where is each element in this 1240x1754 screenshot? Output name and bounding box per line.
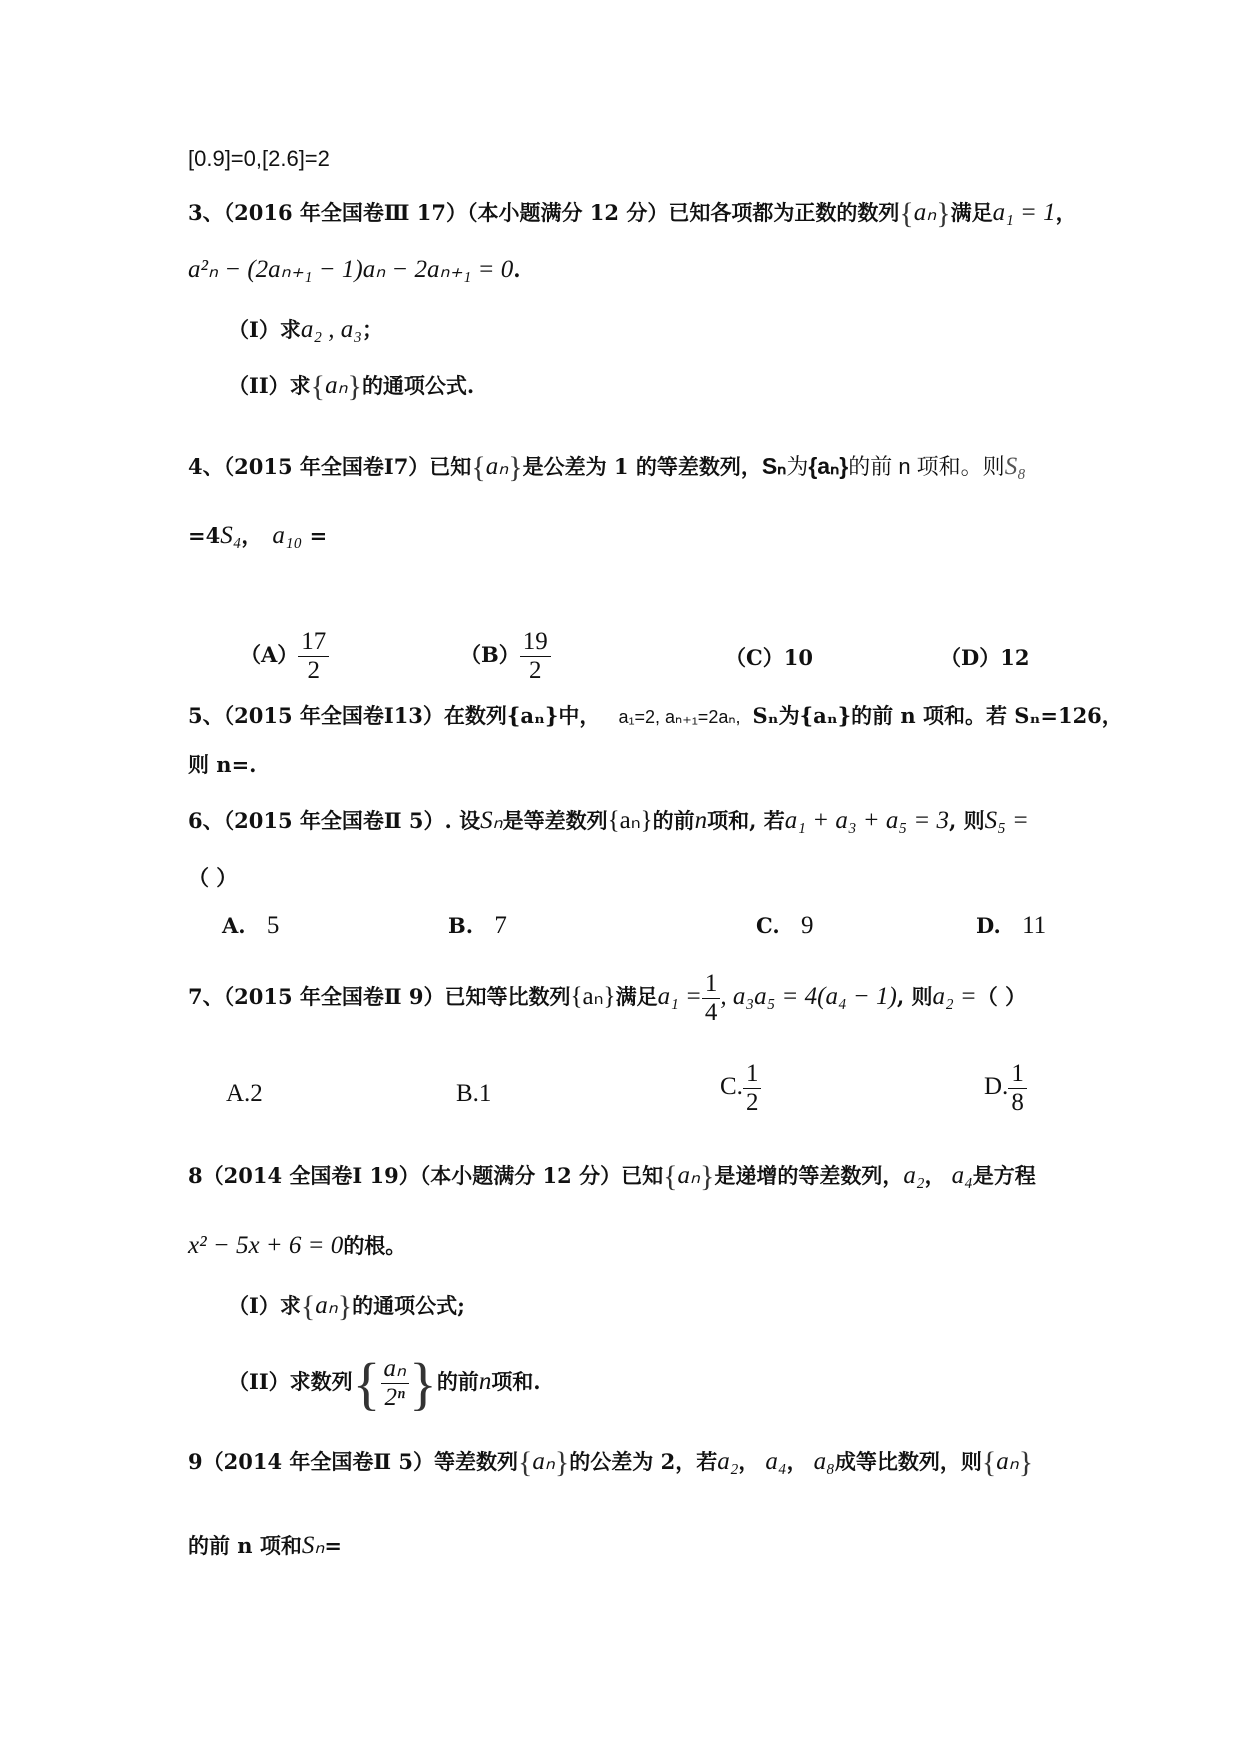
question-7: 7、（2015 年全国卷Ⅱ 9）已知等比数列{aₙ}满足a₁ = $\frac{1}{4}$ , a₃a₅ = 4(a₄ − 1), 则a₂ =（ ） (188, 970, 1027, 1026)
q4-option-c[interactable]: （C）10 (725, 645, 813, 670)
question-4: 4、（2015 年全国卷Ⅰ7）已知{aₙ}是公差为 1 的等差数列，Sₙ为{aₙ}的前 n 项和。则S₈ (188, 451, 1026, 484)
q4-option-d[interactable]: （D）12 (940, 645, 1030, 670)
question-8-part-2: （II）求数列{ $\frac{\text{aₙ}}{\text{2ⁿ}}$ }的前n项和. (228, 1351, 541, 1416)
question-9-line-2: 的前 n 项和Sₙ= (188, 1532, 342, 1559)
q7-option-b[interactable]: B.1 (456, 1080, 492, 1107)
q6-option-d[interactable]: D. 11 (976, 912, 1047, 939)
question-5-line-2: 则 n=. (188, 752, 257, 777)
q6-option-a[interactable]: A. 5 (222, 912, 280, 939)
q7-option-d[interactable]: D. $\frac{1}{8}$ (984, 1060, 1027, 1117)
question-9: 9（2014 年全国卷Ⅱ 5）等差数列{aₙ}的公差为 2，若a₂， a₄， a₈成等比数列，则{aₙ} (188, 1446, 1034, 1479)
question-3-part-1: （I）求a₂ , a₃； (228, 316, 383, 343)
q7-option-a[interactable]: A.2 (226, 1080, 263, 1107)
question-4-line-2: =4S₄， a₁₀ = (188, 522, 328, 549)
q6-option-c[interactable]: C. 9 (756, 912, 814, 939)
question-8: 8（2014 全国卷Ⅰ 19）（本小题满分 12 分）已知{aₙ}是递增的等差数列，a₂， a₄是方程 (188, 1160, 1036, 1193)
q4-option-a[interactable]: （A） $\frac{17}{2}$ (240, 628, 329, 685)
q6-option-b[interactable]: B. 7 (448, 912, 507, 939)
q7-option-c[interactable]: C. $\frac{1}{2}$ (720, 1060, 761, 1117)
floor-examples: [0.9]=0,[2.6]=2 (188, 146, 330, 171)
question-3-equation: a²ₙ − (2aₙ₊₁ − 1)aₙ − 2aₙ₊₁ = 0. (188, 256, 521, 283)
question-8-equation: x² − 5x + 6 = 0的根。 (188, 1232, 407, 1259)
question-3-part-2: （II）求{aₙ}的通项公式. (228, 370, 475, 403)
question-3: 3、（2016 年全国卷Ⅲ 17）（本小题满分 12 分）已知各项都为正数的数列{aₙ}满足a₁ = 1， (188, 197, 1077, 230)
q4-option-b[interactable]: （B） $\frac{19}{2}$ (460, 628, 551, 685)
question-5: 5、（2015 年全国卷Ⅰ13）在数列{aₙ}中， a₁=2, aₙ₊₁=2aₙ, Sₙ为{aₙ}的前 n 项和。若 Sₙ=126， (188, 703, 1123, 728)
question-6-line-2: （ ） (188, 865, 238, 890)
question-8-part-1: （I）求{aₙ}的通项公式; (228, 1290, 465, 1323)
question-6: 6、（2015 年全国卷Ⅱ 5）. 设Sₙ是等差数列{aₙ}的前n项和, 若a₁ + a₃ + a₅ = 3, 则S₅ = (188, 807, 1029, 834)
